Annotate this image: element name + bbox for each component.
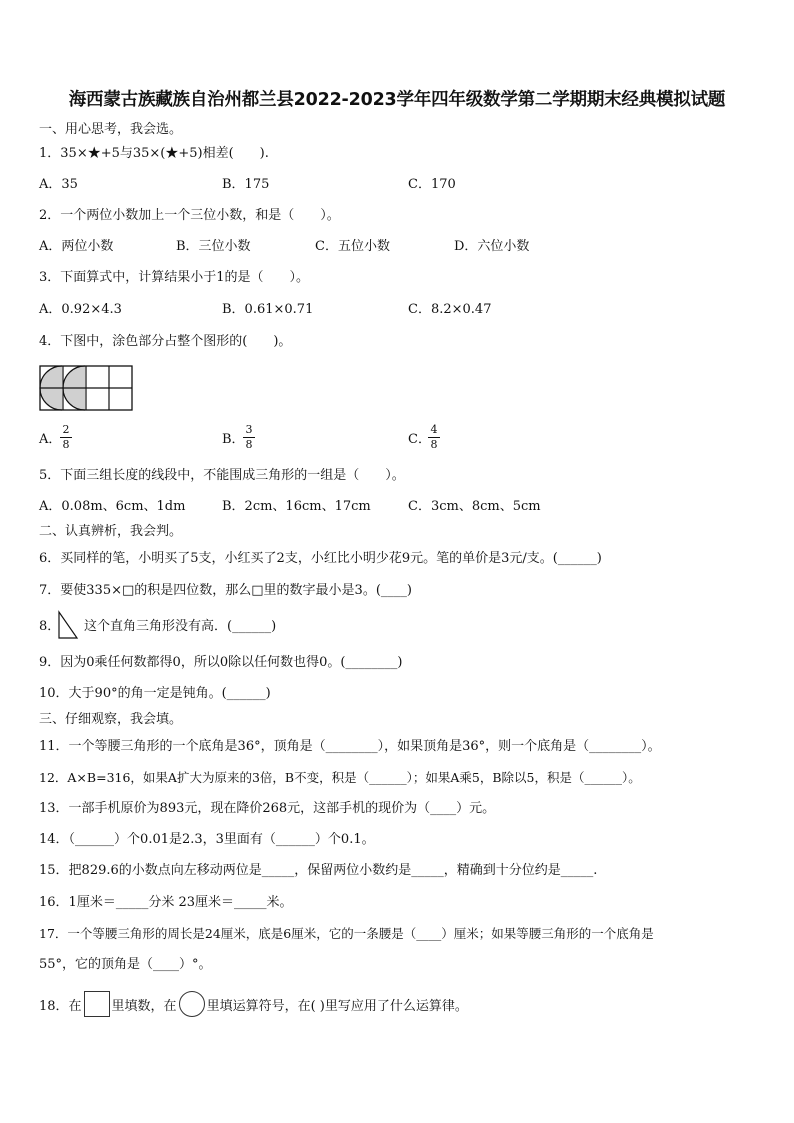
fraction-numerator: 2 [62, 423, 70, 436]
question-4-option-c-label: C． [408, 432, 431, 447]
question-18-part-3: 里填运算符号，在( )里写应用了什么运算律。 [206, 999, 468, 1014]
fraction-denominator: 8 [62, 438, 70, 451]
question-5-option-a: A．0.08m、6cm、1dm [39, 499, 186, 514]
question-13: 13．一部手机原价为893元，现在降价268元，这部手机的现价为（____）元。 [39, 801, 496, 816]
question-8-number: 8． [39, 619, 61, 634]
question-18-part-2: 里填数，在 [111, 999, 177, 1014]
question-1: 1．35×★+5与35×(★+5)相差( ). [39, 146, 269, 161]
question-4: 4．下图中，涂色部分占整个图形的( )。 [39, 334, 292, 349]
question-16: 16．1厘米＝_____分米 23厘米＝_____米。 [39, 895, 293, 910]
question-5-option-c: C．3cm、8cm、5cm [408, 499, 541, 514]
question-2-option-b: B．三位小数 [176, 239, 251, 254]
question-3: 3．下面算式中，计算结果小于1的是（ ）。 [39, 270, 310, 285]
question-3-option-c: C．8.2×0.47 [408, 302, 492, 317]
section-3-heading: 三、仔细观察，我会填。 [39, 712, 183, 727]
shaded-grid-figure [39, 365, 134, 411]
right-triangle-icon [57, 610, 79, 640]
question-1-option-a: A．35 [39, 177, 78, 192]
question-5: 5．下面三组长度的线段中，不能围成三角形的一组是（ ）。 [39, 468, 405, 483]
question-18-part-1: 18．在 [39, 999, 82, 1014]
question-17-line-2: 55°，它的顶角是（____）°。 [39, 957, 212, 972]
question-8: 这个直角三角形没有高．(______) [84, 619, 277, 634]
question-17-line-1: 17．一个等腰三角形的周长是24厘米，底是6厘米，它的一条腰是（____）厘米；如果等腰三角形的一个底角是 [39, 926, 654, 941]
question-11: 11．一个等腰三角形的一个底角是36°，顶角是（________），如果顶角是36°，则一个底角是（________）。 [39, 739, 661, 754]
question-9: 9．因为0乘任何数都得0，所以0除以任何数也得0。(________) [39, 655, 403, 670]
question-4-option-a-fraction [60, 424, 72, 451]
fraction-denominator: 8 [430, 438, 438, 451]
question-7: 7．要使335×□的积是四位数，那么□里的数字最小是3。(____) [39, 583, 412, 598]
question-2: 2．一个两位小数加上一个三位小数，和是（ ）。 [39, 208, 340, 223]
question-2-option-c: C．五位小数 [315, 239, 390, 254]
question-4-option-a-label: A． [39, 432, 62, 447]
question-2-option-d: D．六位小数 [454, 239, 530, 254]
question-12: 12．A×B=316，如果A扩大为原来的3倍，B不变，积是（______）；如果A乘5，B除以5，积是（______）。 [39, 770, 641, 785]
question-3-option-a: A．0.92×4.3 [39, 302, 122, 317]
question-5-option-b: B．2cm、16cm、17cm [222, 499, 371, 514]
fraction-numerator: 4 [430, 423, 438, 436]
question-14: 14．（______）个0.01是2.3，3里面有（______）个0.1。 [39, 832, 375, 847]
question-10: 10．大于90°的角一定是钝角。(______) [39, 686, 271, 701]
question-1-option-b: B．175 [222, 177, 270, 192]
question-3-option-b: B．0.61×0.71 [222, 302, 314, 317]
question-4-option-b-fraction [243, 424, 255, 451]
number-box-icon [84, 991, 110, 1017]
page-title: 海西蒙古族藏族自治州都兰县2022-2023学年四年级数学第二学期期末经典模拟试题 [68, 90, 726, 110]
fraction-numerator: 3 [245, 423, 253, 436]
question-2-option-a: A．两位小数 [39, 239, 114, 254]
question-18 [39, 991, 468, 1017]
section-1-heading: 一、用心思考，我会选。 [39, 122, 183, 137]
question-1-option-c: C．170 [408, 177, 456, 192]
operator-circle-icon [179, 991, 205, 1017]
question-6: 6．买同样的笔，小明买了5支，小红买了2支，小红比小明少花9元。笔的单价是3元/支。(______) [39, 551, 602, 566]
question-15: 15．把829.6的小数点向左移动两位是_____，保留两位小数约是_____，精确到十分位约是_____. [39, 863, 598, 878]
fraction-denominator: 8 [245, 438, 253, 451]
question-4-option-c-fraction [428, 424, 440, 451]
section-2-heading: 二、认真辨析，我会判。 [39, 524, 183, 539]
question-4-option-b-label: B． [222, 432, 245, 447]
